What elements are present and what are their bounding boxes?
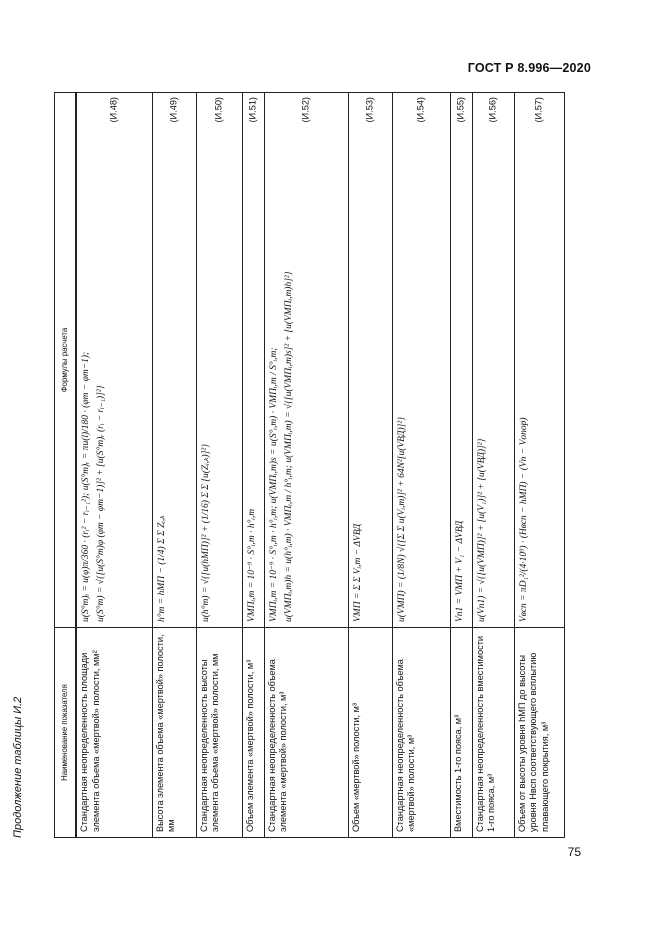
formula-number: (И.50)	[213, 97, 224, 123]
table-row	[76, 93, 152, 838]
formula-table	[54, 92, 565, 838]
table-row	[514, 93, 564, 838]
indicator-cell: Объем от высоты уровня hМП до высоты уровня Hвсп соответствующего всплытию плавающего покрытия, м³	[514, 628, 564, 838]
table-row	[152, 93, 196, 838]
table-row	[472, 93, 514, 838]
table-row	[392, 93, 450, 838]
indicator-cell: Стандартная неопределенность объема элемента «мертвой» полости, м³	[264, 628, 348, 838]
table-row	[450, 93, 472, 838]
indicator-cell: Стандартная неопределенность объема «мертвой» полости, м³	[392, 628, 450, 838]
formula-text: u(h°m) = √{[u(hМП)]² + (1/16) Σ Σ [u(Zᵢ,ₖ)]²}	[200, 443, 211, 622]
formula-number: (И.52)	[300, 97, 311, 123]
table-caption: Продолжение таблицы И.2	[12, 696, 24, 838]
indicator-cell: Объем элемента «мертвой» полости, м³	[242, 628, 264, 838]
table-row	[242, 93, 264, 838]
formula-cell	[348, 93, 392, 628]
rotated-table-container	[12, 93, 584, 838]
formula-text: Vп1 = VМП + V₁ − ΔVВД	[454, 520, 465, 622]
formula-number: (И.53)	[364, 97, 375, 123]
column-header-indicator: Наименование показателя	[55, 628, 77, 838]
indicator-cell: Стандартная неопределенность площади элемента объема «мертвой» полости, мм²	[76, 628, 152, 838]
formula-number: (И.56)	[487, 97, 498, 123]
page-number: 75	[567, 845, 581, 859]
formula-number: (И.49)	[168, 97, 179, 123]
formula-text: Vвсп = πD₁²/(4·10⁹) · (Hвсп − hМП) − (Vп − Vопор)	[518, 417, 529, 622]
table-row	[264, 93, 348, 838]
formula-cell	[152, 93, 196, 628]
formula-text: u(S°m) = √{[u(S°m)φ (φm − φm−1)]² + [u(S°m)ᵣ (rᵢ − rᵢ₋₁)]²}	[96, 385, 107, 622]
formula-cell	[472, 93, 514, 628]
document-code: ГОСТ Р 8.996—2020	[467, 61, 591, 75]
formula-number: (И.55)	[455, 97, 466, 123]
formula-text: u(VМП) = (1/8N) √{[Σ Σ u(Vᵢ,m)]² + 64N²[u(VВД)]²}	[396, 416, 407, 622]
formula-cell	[242, 93, 264, 628]
indicator-cell: Вместимость 1-го пояса, м³	[450, 628, 472, 838]
formula-text: VМПᵢ,m = 10⁻⁹ · S°ᵢ,m · h°ᵢ,m; u(VМПᵢ,m)s = u(S°ᵢ,m) · VМПᵢ,m / S°ᵢ,m;	[268, 347, 279, 622]
formula-number: (И.51)	[247, 97, 258, 123]
table-row	[348, 93, 392, 838]
formula-cell	[450, 93, 472, 628]
formula-text: u(S°m)ᵢ = u(φ)π/360 · (rᵢ² − rᵢ₋₁²); u(S°m)ᵣ = πu(l)/180 · (φm − φm−1);	[81, 351, 91, 622]
table-row	[196, 93, 242, 838]
formula-text: h°m = hМП − (1/4) Σ Σ Zᵢ,ₖ	[156, 515, 167, 622]
formula-cell	[514, 93, 564, 628]
indicator-cell: Высота элемента объема «мертвой» полости, мм	[152, 628, 196, 838]
indicator-cell: Стандартная неопределенность высоты элемента объема «мертвой» полости, мм	[196, 628, 242, 838]
formula-text: u(VМПᵢ,m)h = u(h°ᵢ,m) · VМПᵢ,m / h°ᵢ,m; u(VМПᵢ,m) = √{[u(VМПᵢ,m)s]² + [u(VМПᵢ,m)h]²}	[283, 271, 294, 622]
formula-text: VМПᵢ,m = 10⁻⁹ · S°ᵢ,m · h°ᵢ,m	[246, 508, 257, 622]
column-header-formulas: Формулы расчета	[55, 93, 77, 628]
formula-text: VМП = Σ Σ Vᵢ,m − ΔVВД	[352, 523, 363, 622]
formula-number: (И.48)	[108, 97, 119, 123]
formula-cell	[76, 93, 152, 628]
formula-cell	[196, 93, 242, 628]
indicator-cell: Стандартная неопределенность вместимости 1-го пояса, м³	[472, 628, 514, 838]
formula-text: u(Vп1) = √{[u(VМП)]² + [u(V₁)]² + [u(VВД)]²}	[476, 438, 487, 622]
table-header-row	[55, 93, 77, 838]
formula-cell	[392, 93, 450, 628]
formula-number: (И.57)	[533, 97, 544, 123]
indicator-cell: Объем «мертвой» полости, м³	[348, 628, 392, 838]
formula-cell	[264, 93, 348, 628]
formula-number: (И.54)	[415, 97, 426, 123]
